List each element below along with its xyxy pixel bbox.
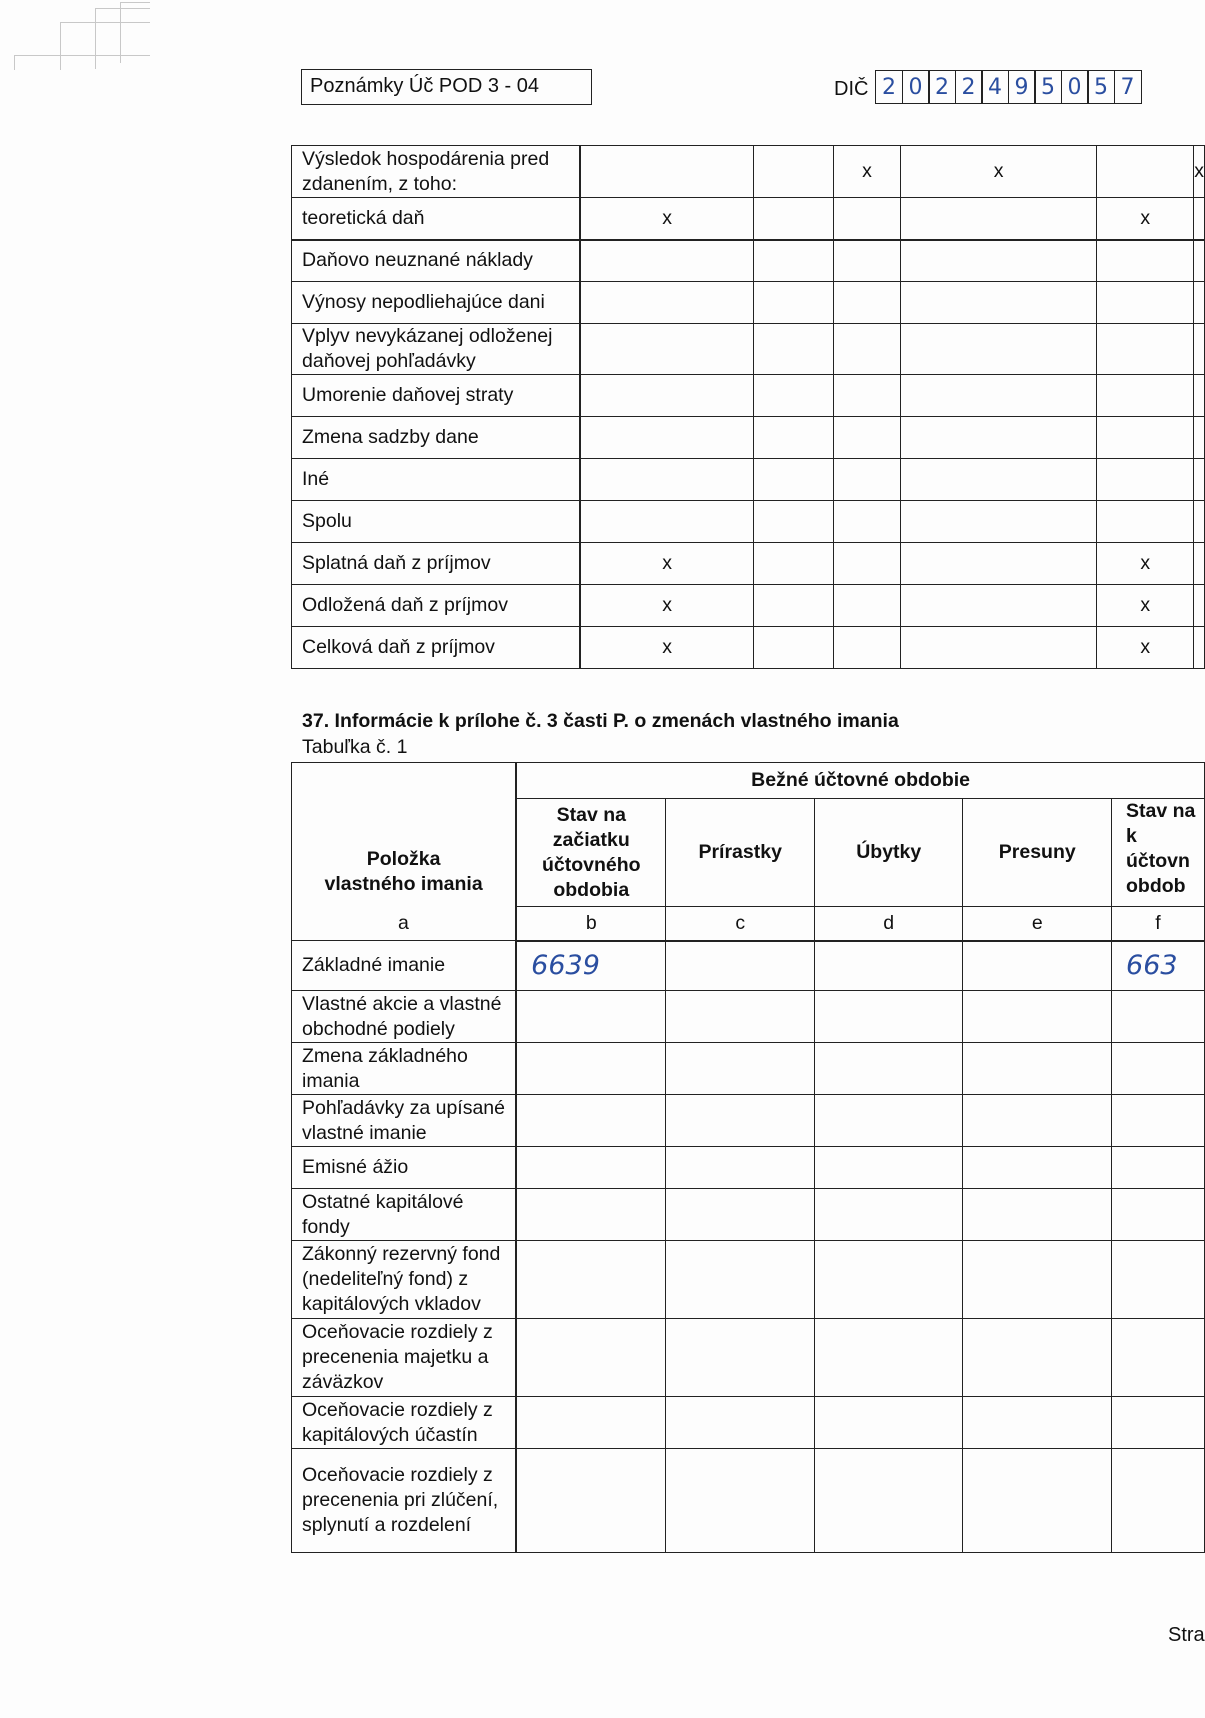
value-cell-c (666, 1189, 815, 1241)
row-label: Emisné ážio (292, 1147, 517, 1189)
table-row (292, 1147, 1205, 1189)
dic-digit: 5 (1034, 70, 1062, 104)
value-cell-c (666, 1147, 815, 1189)
section-37-title: 37. Informácie k prílohe č. 3 časti P. o zmenách vlastného imania (302, 710, 899, 732)
table-cell (1097, 417, 1194, 459)
table-cell: x (1194, 146, 1205, 198)
table-row (292, 501, 1205, 543)
value-cell-d (815, 1241, 963, 1319)
row-label: Daňovo neuznané náklady (292, 240, 581, 282)
value-cell-e (963, 1147, 1112, 1189)
dic-digit: 0 (902, 70, 930, 104)
value-cell-f: 663 (1112, 941, 1205, 991)
table-caption: Tabuľka č. 1 (302, 736, 408, 758)
value-cell-f (1112, 991, 1205, 1043)
row-label: Ostatné kapitálové fondy (292, 1189, 517, 1241)
table-cell (1194, 417, 1205, 459)
table-cell (1097, 501, 1194, 543)
row-label: Oceňovacie rozdiely z precenenia pri zlúčení, splynutí a rozdelení (292, 1449, 517, 1553)
row-label: Celková daň z príjmov (292, 627, 581, 669)
dic-digit: 2 (928, 70, 956, 104)
table-cell (1194, 324, 1205, 375)
table-cell (901, 627, 1097, 669)
value-cell-d (815, 1189, 963, 1241)
value-cell-e (963, 1397, 1112, 1449)
value-cell-e (963, 1043, 1112, 1095)
table-cell (1194, 282, 1205, 324)
table-cell (580, 501, 753, 543)
col-c-header: Prírastky (666, 799, 815, 907)
col-b-header-text: Stav na začiatku účtovného obdobia (541, 803, 641, 901)
table-cell: x (834, 146, 901, 198)
row-label: Zákonný rezervný fond (nedeliteľný fond) z kapitálových vkladov (292, 1241, 517, 1319)
row-label: Vlastné akcie a vlastné obchodné podiely (292, 991, 517, 1043)
table-cell (753, 543, 833, 585)
value-cell-f (1112, 1147, 1205, 1189)
row-label: Základné imanie (292, 941, 517, 991)
value-cell-b (516, 1043, 666, 1095)
value-cell-e (963, 1189, 1112, 1241)
col-letter: b (516, 907, 666, 941)
table-cell (753, 501, 833, 543)
value-cell-b: 6639 (516, 941, 666, 991)
table-cell (834, 459, 901, 501)
value-cell-d (815, 1449, 963, 1553)
value-cell-b (516, 1449, 666, 1553)
col-b-header (516, 799, 666, 907)
row-label: Vplyv nevykázanej odloženej daňovej pohľadávky (292, 324, 581, 375)
value-cell-e (963, 1319, 1112, 1397)
value-cell-e (963, 1449, 1112, 1553)
table-cell (1194, 240, 1205, 282)
row-label: teoretická daň (292, 198, 581, 240)
table-cell (834, 501, 901, 543)
table-cell (834, 627, 901, 669)
row-label: Zmena sadzby dane (292, 417, 581, 459)
col-letter-a: a (398, 912, 409, 934)
period-header: Bežné účtovné obdobie (516, 763, 1204, 799)
value-cell-c (666, 1397, 815, 1449)
value-cell-b (516, 1319, 666, 1397)
value-cell-f (1112, 1397, 1205, 1449)
table-cell (834, 375, 901, 417)
row-label: Zmena základného imania (292, 1043, 517, 1095)
form-title-box (301, 69, 592, 105)
row-label: Spolu (292, 501, 581, 543)
table-cell (901, 543, 1097, 585)
col-d-header: Úbytky (815, 799, 963, 907)
value-cell-c (666, 1319, 815, 1397)
value-cell-e (963, 1241, 1112, 1319)
value-cell-d (815, 1397, 963, 1449)
dic-digit: 0 (1061, 70, 1089, 104)
value-cell-b (516, 991, 666, 1043)
value-cell-b (516, 1147, 666, 1189)
table-row (292, 1397, 1205, 1449)
table-cell (834, 198, 901, 240)
table-cell (1194, 543, 1205, 585)
row-label: Odložená daň z príjmov (292, 585, 581, 627)
stacked-page-edges (0, 0, 150, 70)
value-cell-c (666, 1241, 815, 1319)
table-row (292, 991, 1205, 1043)
table-cell (1097, 282, 1194, 324)
value-cell-c (666, 1043, 815, 1095)
value-cell-b (516, 1095, 666, 1147)
table-cell (753, 417, 833, 459)
col-letter: c (666, 907, 815, 941)
dic-digit: 2 (955, 70, 983, 104)
table-cell (753, 198, 833, 240)
dic-label: DIČ (834, 78, 869, 100)
col-e-header: Presuny (963, 799, 1112, 907)
table-cell (1194, 459, 1205, 501)
value-cell-f (1112, 1043, 1205, 1095)
table-cell (580, 240, 753, 282)
table-cell (580, 459, 753, 501)
value-cell-c (666, 941, 815, 991)
page-number-label: Stra (1168, 1624, 1205, 1646)
row-label: Oceňovacie rozdiely z kapitálových účastín (292, 1397, 517, 1449)
value-cell-d (815, 1095, 963, 1147)
value-cell-b (516, 1241, 666, 1319)
table-cell (834, 240, 901, 282)
value-cell-d (815, 1043, 963, 1095)
value-cell-d (815, 1147, 963, 1189)
table-cell (834, 543, 901, 585)
table-cell (580, 324, 753, 375)
form-title: Poznámky Úč POD 3 - 04 (310, 75, 539, 97)
table-row (292, 459, 1205, 501)
value-cell-e (963, 941, 1112, 991)
table-cell (580, 417, 753, 459)
table-cell (901, 417, 1097, 459)
table-row (292, 627, 1205, 669)
col-letter: e (963, 907, 1112, 941)
table-cell (1194, 375, 1205, 417)
table-cell: x (580, 585, 753, 627)
table-row (292, 1241, 1205, 1319)
value-cell-d (815, 991, 963, 1043)
table-row (292, 543, 1205, 585)
table-row (292, 1449, 1205, 1553)
row-label: Iné (292, 459, 581, 501)
table-cell: x (580, 543, 753, 585)
value-cell-d (815, 1319, 963, 1397)
table-cell (753, 375, 833, 417)
table-cell (901, 282, 1097, 324)
table-row (292, 198, 1205, 240)
value-cell-d (815, 941, 963, 991)
table-cell (753, 459, 833, 501)
equity-changes-table (291, 762, 1205, 1553)
row-label: Výnosy nepodliehajúce dani (292, 282, 581, 324)
value-cell-e (963, 1095, 1112, 1147)
table-cell (1194, 627, 1205, 669)
value-cell-f (1112, 1449, 1205, 1553)
table-cell (901, 501, 1097, 543)
value-cell-e (963, 991, 1112, 1043)
dic-number (875, 70, 1140, 104)
table-row (292, 417, 1205, 459)
col-letter: d (815, 907, 963, 941)
value-cell-b (516, 1189, 666, 1241)
dic-digit: 4 (981, 70, 1009, 104)
table-row (292, 324, 1205, 375)
row-label: Umorenie daňovej straty (292, 375, 581, 417)
table-cell (1097, 375, 1194, 417)
row-label: Výsledok hospodárenia pred zdanením, z toho: (292, 146, 581, 198)
value-cell-c (666, 1095, 815, 1147)
table-cell (901, 375, 1097, 417)
table-cell (753, 324, 833, 375)
col-f-header (1112, 799, 1205, 907)
table-cell (834, 324, 901, 375)
table-cell (753, 282, 833, 324)
value-cell-f (1112, 1095, 1205, 1147)
table-row (292, 240, 1205, 282)
dic-digit: 7 (1114, 70, 1142, 104)
table-row (292, 146, 1205, 198)
col-a-header-text: Položka vlastného imania (324, 847, 483, 895)
table-cell: x (1097, 543, 1194, 585)
table-cell (1194, 501, 1205, 543)
table-cell (753, 627, 833, 669)
table-row (292, 1095, 1205, 1147)
table-cell (1097, 324, 1194, 375)
tax-reconciliation-table (291, 145, 1205, 669)
table-row (292, 585, 1205, 627)
table-cell (580, 282, 753, 324)
table-cell: x (901, 146, 1097, 198)
col-letter: f (1112, 907, 1205, 941)
table-cell (753, 146, 833, 198)
table-cell: x (580, 198, 753, 240)
table-cell (901, 198, 1097, 240)
table-cell (1194, 585, 1205, 627)
value-cell-f (1112, 1189, 1205, 1241)
table-cell (1097, 240, 1194, 282)
table-cell (1097, 146, 1194, 198)
table-row (292, 282, 1205, 324)
table-cell (834, 417, 901, 459)
table-row (292, 1043, 1205, 1095)
table-cell (834, 585, 901, 627)
table-cell (901, 585, 1097, 627)
value-cell-c (666, 1449, 815, 1553)
col-f-header-text: Stav na k účtovn obdob (1126, 800, 1196, 897)
table-row (292, 941, 1205, 991)
table-cell (580, 375, 753, 417)
table-row (292, 1189, 1205, 1241)
value-cell-b (516, 1397, 666, 1449)
table-cell (901, 324, 1097, 375)
table-cell: x (1097, 585, 1194, 627)
table-cell: x (1097, 627, 1194, 669)
table-cell (753, 585, 833, 627)
table-cell (1097, 459, 1194, 501)
table-cell (580, 146, 753, 198)
table-cell (901, 459, 1097, 501)
row-label: Oceňovacie rozdiely z precenenia majetku a záväzkov (292, 1319, 517, 1397)
table-cell (1194, 198, 1205, 240)
table-row (292, 1319, 1205, 1397)
row-label: Splatná daň z príjmov (292, 543, 581, 585)
value-cell-f (1112, 1241, 1205, 1319)
table-cell: x (580, 627, 753, 669)
table-cell: x (1097, 198, 1194, 240)
table-row (292, 375, 1205, 417)
table-cell (753, 240, 833, 282)
dic-digit: 2 (875, 70, 903, 104)
value-cell-c (666, 991, 815, 1043)
table-cell (834, 282, 901, 324)
table-cell (901, 240, 1097, 282)
dic-digit: 9 (1008, 70, 1036, 104)
value-cell-f (1112, 1319, 1205, 1397)
row-label: Pohľadávky za upísané vlastné imanie (292, 1095, 517, 1147)
dic-digit: 5 (1087, 70, 1115, 104)
